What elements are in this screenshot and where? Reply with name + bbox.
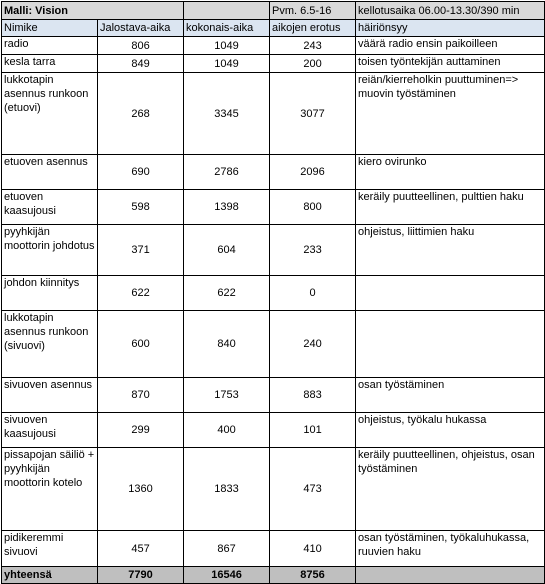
row-name-cell: pissapojan säiliö + pyyhkijän moottorin kotelo [2,448,98,531]
row-erotus-cell: 2096 [270,155,356,190]
row-kokonais-cell: 1833 [184,448,270,531]
table-row [2,225,545,276]
row-kokonais-cell: 1753 [184,378,270,413]
header-jalostava: Jalostava-aika [98,20,184,37]
clock-time-label: kellotusaika 06.00-13.30/390 min [356,2,545,20]
header-erotus: aikojen erotus [270,20,356,37]
row-hairionsyy-cell: keräily puutteellinen, pulttien haku [356,190,545,225]
row-hairionsyy-cell: osan työstäminen [356,378,545,413]
row-kokonais-cell: 1049 [184,37,270,55]
row-kokonais-cell: 840 [184,311,270,378]
table-row [2,448,545,531]
header-row [2,20,545,37]
row-erotus-cell: 233 [270,225,356,276]
row-erotus-cell: 243 [270,37,356,55]
header-nimike: Nimike [2,20,98,37]
row-erotus-cell: 101 [270,413,356,448]
row-kokonais-cell: 604 [184,225,270,276]
title-row [2,2,545,20]
row-erotus-cell: 410 [270,531,356,567]
row-hairionsyy-cell: ohjeistus, työkalu hukassa [356,413,545,448]
row-kokonais-cell: 3345 [184,73,270,155]
row-hairionsyy-cell: kiero ovirunko [356,155,545,190]
row-jalostava-cell: 870 [98,378,184,413]
row-jalostava-cell: 457 [98,531,184,567]
table-row [2,37,545,55]
row-kokonais-cell: 2786 [184,155,270,190]
row-erotus-cell: 883 [270,378,356,413]
table-row [2,73,545,155]
date-label: Pvm. 6.5-16 [270,2,356,20]
total-erotus: 8756 [270,567,356,584]
row-hairionsyy-cell: toisen työntekijän auttaminen [356,55,545,73]
row-hairionsyy-cell: ohjeistus, liittimien haku [356,225,545,276]
table-row [2,55,545,73]
total-jalostava: 7790 [98,567,184,584]
total-empty [356,567,545,584]
row-name-cell: sivuoven asennus [2,378,98,413]
row-name-cell: johdon kiinnitys [2,276,98,311]
row-jalostava-cell: 299 [98,413,184,448]
time-study-table [1,1,545,584]
row-kokonais-cell: 867 [184,531,270,567]
table-row [2,190,545,225]
row-hairionsyy-cell [356,276,545,311]
row-jalostava-cell: 849 [98,55,184,73]
row-hairionsyy-cell: osan työstäminen, työkaluhukassa, ruuvien haku [356,531,545,567]
row-jalostava-cell: 268 [98,73,184,155]
row-kokonais-cell: 622 [184,276,270,311]
row-name-cell: etuoven asennus [2,155,98,190]
row-erotus-cell: 800 [270,190,356,225]
row-hairionsyy-cell: keräily puutteellinen, ohjeistus, osan työstäminen [356,448,545,531]
row-name-cell: lukkotapin asennus runkoon (sivuovi) [2,311,98,378]
row-jalostava-cell: 622 [98,276,184,311]
row-name-cell: sivuoven kaasujousi [2,413,98,448]
row-jalostava-cell: 806 [98,37,184,55]
row-kokonais-cell: 1398 [184,190,270,225]
row-erotus-cell: 0 [270,276,356,311]
row-jalostava-cell: 371 [98,225,184,276]
row-name-cell: lukkotapin asennus runkoon (etuovi) [2,73,98,155]
table-row [2,276,545,311]
row-jalostava-cell: 690 [98,155,184,190]
row-name-cell: radio [2,37,98,55]
table-row [2,311,545,378]
header-kokonais: kokonais-aika [184,20,270,37]
table-row [2,155,545,190]
table-row [2,531,545,567]
row-kokonais-cell: 1049 [184,55,270,73]
header-hairionsyy: häiriönsyy [356,20,545,37]
total-kokonais: 16546 [184,567,270,584]
row-kokonais-cell: 400 [184,413,270,448]
row-erotus-cell: 240 [270,311,356,378]
row-hairionsyy-cell: väärä radio ensin paikoilleen [356,37,545,55]
row-erotus-cell: 3077 [270,73,356,155]
row-name-cell: pyyhkijän moottorin johdotus [2,225,98,276]
row-name-cell: kesla tarra [2,55,98,73]
row-name-cell: pidikeremmi sivuovi [2,531,98,567]
row-jalostava-cell: 1360 [98,448,184,531]
row-jalostava-cell: 600 [98,311,184,378]
row-erotus-cell: 200 [270,55,356,73]
total-label: yhteensä [2,567,98,584]
row-hairionsyy-cell [356,311,545,378]
row-jalostava-cell: 598 [98,190,184,225]
row-name-cell: etuoven kaasujousi [2,190,98,225]
empty-title-cell [184,2,270,20]
row-erotus-cell: 473 [270,448,356,531]
table-row [2,378,545,413]
model-label: Malli: Vision [2,2,184,20]
table-row [2,413,545,448]
total-row [2,567,545,584]
row-hairionsyy-cell: reiän/kierreholkin puuttuminen=> muovin työstäminen [356,73,545,155]
